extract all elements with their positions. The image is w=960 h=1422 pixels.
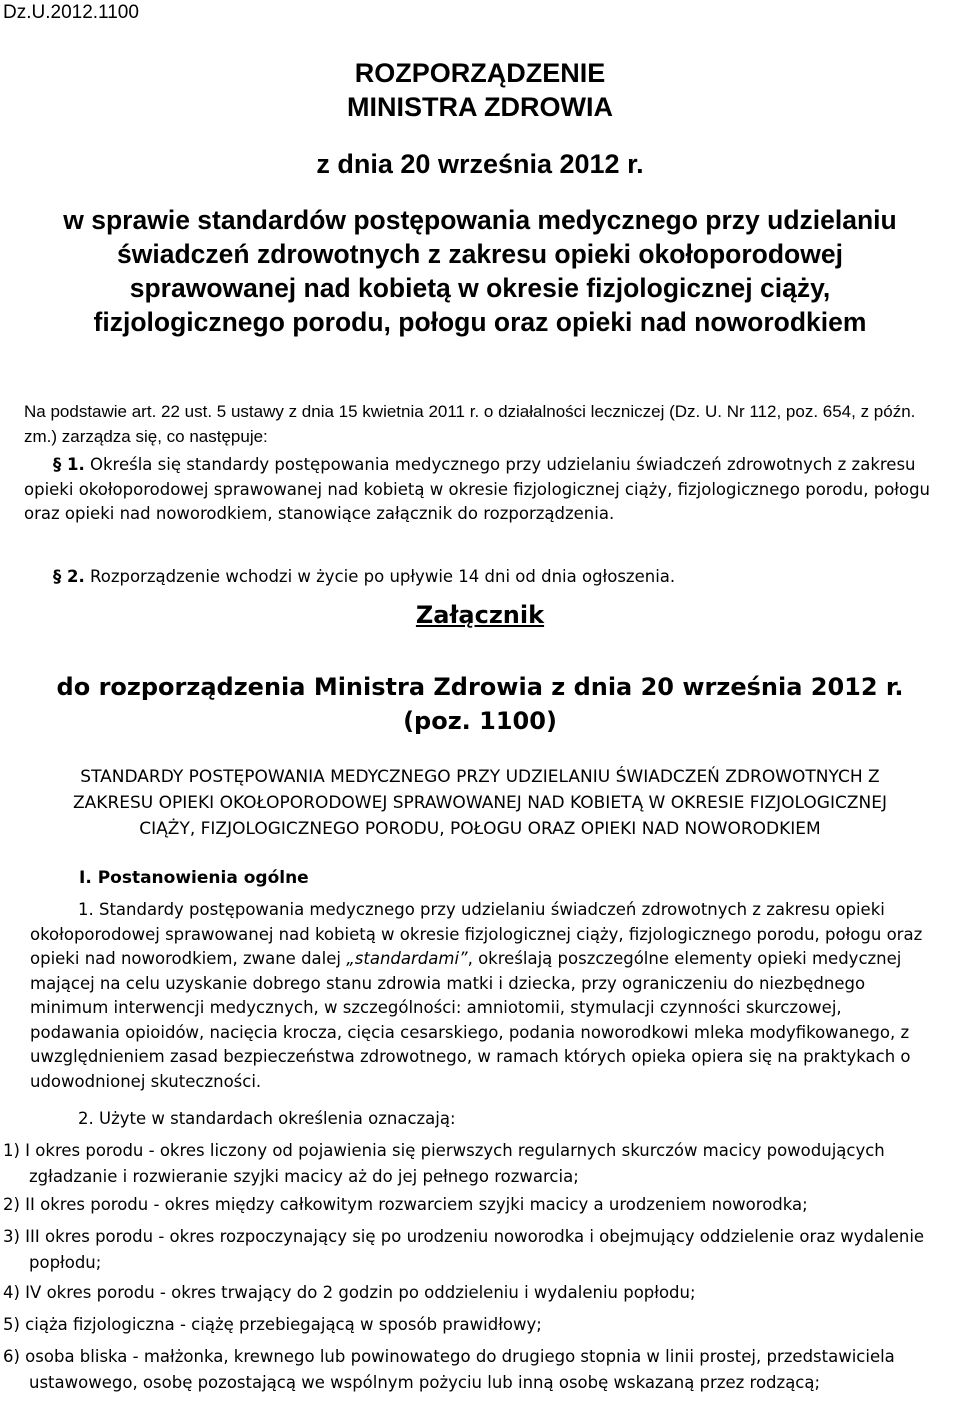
- annex-subtitle-line-1: do rozporządzenia Ministra Zdrowia z dnia 20 września 2012 r.: [56, 673, 904, 701]
- paragraph-2: [24, 565, 954, 590]
- document-reference: Dz.U.2012.1100: [3, 2, 139, 23]
- paragraph-2-mark: § 2.: [53, 567, 85, 586]
- definition-item: 3) III okres porodu - okres rozpoczynający się po urodzeniu noworodka i obejmujący oddzielenie oraz wydalenie popłodu;: [3, 1227, 925, 1272]
- annex-subtitle-line-2: (poz. 1100): [403, 707, 557, 735]
- definition-item: 6) osoba bliska - małżonka, krewnego lub powinowatego do drugiego stopnia w linii prostej, przedstawiciela ustawowego, osobę pozostającą we wspólnym pożyciu lub inną osobę wskazaną przez rodzącą;: [3, 1347, 895, 1392]
- annex-point-1: [30, 898, 930, 1094]
- definition-item: 1) I okres porodu - okres liczony od pojawienia się pierwszych regularnych skurczów macicy powodujących zgładzanie i rozwieranie szyjki macicy aż do jej pełnego rozwarcia;: [3, 1141, 885, 1186]
- act-title: [0, 56, 960, 124]
- annex-subtitle: [0, 670, 960, 738]
- definition-item: 5) ciąża fizjologiczna - ciążę przebiegającą w sposób prawidłowy;: [3, 1315, 542, 1334]
- act-date: z dnia 20 września 2012 r.: [316, 149, 644, 179]
- paragraph-1: [24, 453, 954, 527]
- standards-title: [10, 764, 950, 842]
- point-1-text-after: , określają poszczególne elementy opieki medycznej mającej na celu uzyskanie dobrego stanu zdrowia matki i dziecka, przy ograniczeniu do niezbędnego minimum interwencji medycznych, w szczególności: amniotomii, stymulacji czynności skurczowej, podawania opioidów, nacięcia krocza, cięcia cesarskiego, podania noworodkowi mleka modyfikowanego, z uwzględnieniem zasad bezpieczeństwa zdrowotnego, w ramach których opieka opiera się na praktykach o udowodnionej skuteczności.: [30, 949, 911, 1091]
- definition-item: 4) IV okres porodu - okres trwający do 2 godzin po oddzieleniu i wydaleniu popłodu;: [3, 1283, 696, 1302]
- act-subject: w sprawie standardów postępowania medycznego przy udzielaniu świadczeń zdrowotnych z zakresu opieki okołoporodowej sprawowanej nad kobietą w okresie fizjologicznej ciąży, fizjologicznego porodu, połogu oraz opieki nad noworodkiem: [63, 205, 897, 337]
- definition-item: 2) II okres porodu - okres między całkowitym rozwarciem szyjki macicy a urodzeniem noworodka;: [3, 1195, 808, 1214]
- point-1-term: „standardami”: [346, 949, 468, 968]
- point-1-text-before: 1. Standardy postępowania medycznego przy udzielaniu świadczeń zdrowotnych z zakresu opieki okołoporodowej sprawowanej nad kobietą w okresie fizjologicznej ciąży, fizjologicznego porodu, połogu oraz opieki nad noworodkiem, zwane dalej: [30, 900, 923, 968]
- annex-title: Załącznik: [415, 601, 545, 629]
- paragraph-1-text: Określa się standardy postępowania medycznego przy udzielaniu świadczeń zdrowotnych z zakresu opieki okołoporodowej sprawowanej nad kobietą w okresie fizjologicznej ciąży, fizjologicznego porodu, połogu oraz opieki nad noworodkiem, stanowiące załącznik do rozporządzenia.: [24, 455, 931, 523]
- standards-title-line-1: STANDARDY POSTĘPOWANIA MEDYCZNEGO PRZY UDZIELANIU ŚWIADCZEŃ ZDROWOTNYCH Z: [80, 767, 880, 787]
- act-title-line-2: MINISTRA ZDROWIA: [347, 92, 613, 122]
- annex-point-2-intro: 2. Użyte w standardach określenia oznaczają:: [78, 1109, 456, 1128]
- standards-title-line-2: ZAKRESU OPIEKI OKOŁOPORODOWEJ SPRAWOWANEJ NAD KOBIETĄ W OKRESIE FIZJOLOGICZNEJ: [73, 793, 887, 813]
- paragraph-1-mark: § 1.: [53, 455, 85, 474]
- preamble: Na podstawie art. 22 ust. 5 ustawy z dnia 15 kwietnia 2011 r. o działalności leczniczej (Dz. U. Nr 112, poz. 654, z późn. zm.) zarządza się, co następuje:: [24, 402, 916, 446]
- standards-title-line-3: CIĄŻY, FIZJOLOGICZNEGO PORODU, POŁOGU ORAZ OPIEKI NAD NOWORODKIEM: [139, 819, 821, 839]
- paragraph-2-text: Rozporządzenie wchodzi w życie po upływie 14 dni od dnia ogłoszenia.: [90, 567, 676, 586]
- act-title-line-1: ROZPORZĄDZENIE: [354, 58, 606, 88]
- section-heading: I. Postanowienia ogólne: [79, 868, 309, 888]
